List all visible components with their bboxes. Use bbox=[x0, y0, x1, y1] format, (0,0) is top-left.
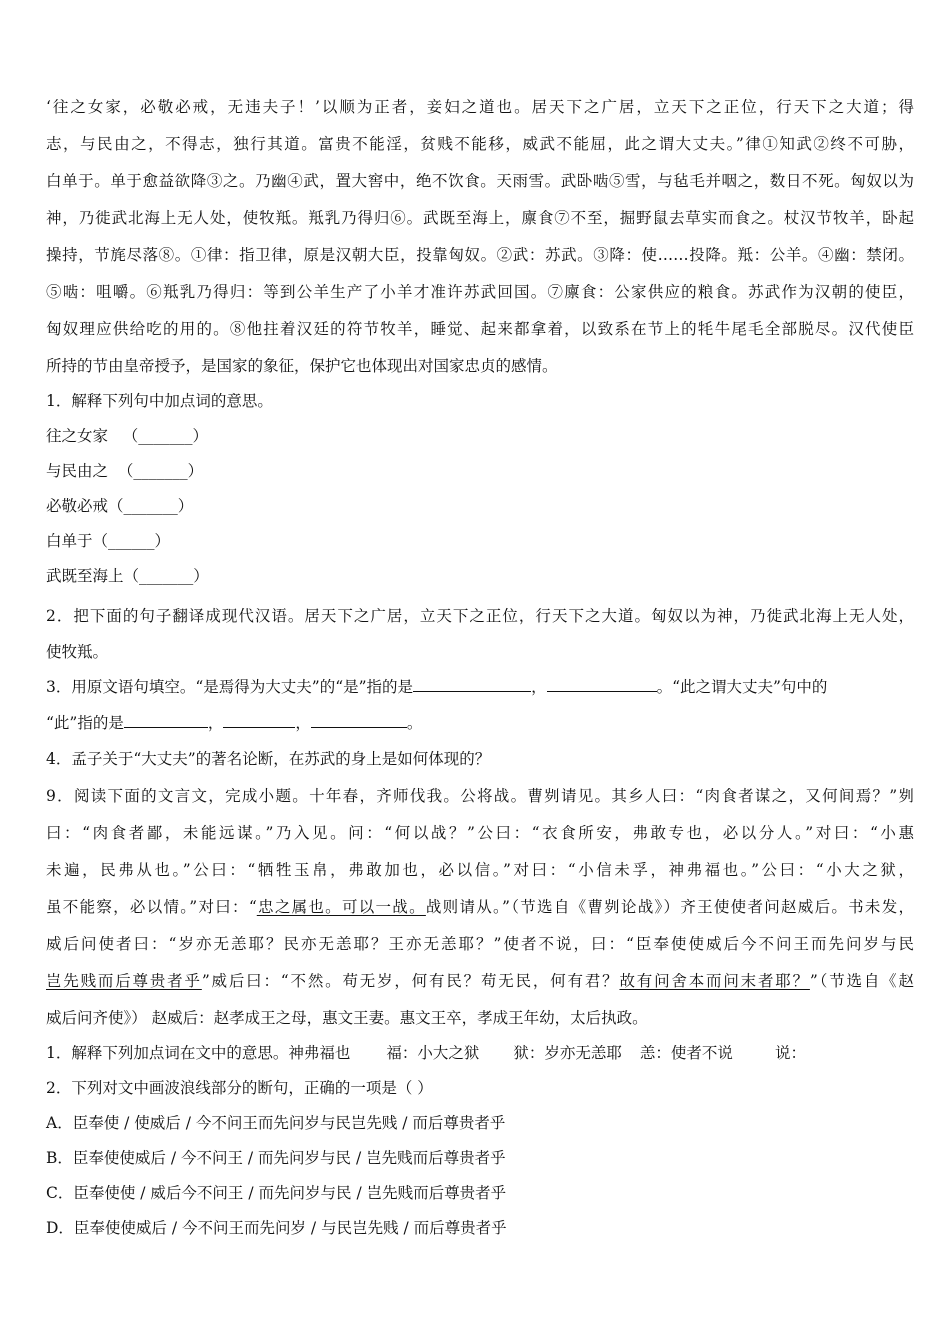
q1-item bbox=[46, 425, 208, 447]
q4-line: 4．孟子关于“大丈夫”的著名论断，在苏武的身上是如何体现的？ bbox=[46, 750, 491, 768]
passage1-line-4: 神，乃徙武北海上无人处，使牧羝。羝乳乃得归⑥。武既至海上，廪食⑦不至，掘野鼠去草实而食之。杖汉节牧羊，卧起 bbox=[46, 209, 914, 227]
q3-sep: ， bbox=[531, 678, 547, 696]
q1-item-text: 白单于 bbox=[46, 532, 93, 550]
q1-title: 1．解释下列句中加点词的意思。 bbox=[46, 392, 273, 410]
q3-sep: ， bbox=[207, 714, 224, 732]
wavy-underline-1: 忠之属也。可以一战。 bbox=[256, 898, 426, 916]
q2-line-1: 2．把下面的句子翻译成现代汉语。居天下之广居，立天下之正位，行天下之大道。匈奴以为神，乃徙武北海上无人处， bbox=[46, 607, 914, 625]
q3-blank-4[interactable] bbox=[223, 712, 295, 728]
q3-prompt-2: 。“此之谓大丈夫”句中的 bbox=[656, 678, 828, 696]
passage2-line-1: 9．阅读下面的文言文，完成小题。十年春，齐师伐我。公将战。曹刿请见。其乡人曰：“肉食者谋之，又何间焉？”刿 bbox=[46, 787, 914, 805]
passage2-text: ”威后曰：“不然。苟无岁，何有民？苟无民，何有君？ bbox=[201, 972, 620, 990]
q3-sep: ， bbox=[295, 714, 311, 732]
q1-item-text: 武既至海上 bbox=[46, 567, 124, 585]
passage1-line-8: 所持的节由皇帝授予，是国家的象征，保护它也体现出对国家忠贞的感情。 bbox=[46, 357, 558, 375]
option-a[interactable]: A．臣奉使 / 使威后 / 今不问王而先问岁与民岂先贱 / 而后尊贵者乎 bbox=[46, 1114, 506, 1132]
q1-item-blank: （_______） bbox=[108, 497, 194, 515]
passage2-line-7: 威后问齐使》） 赵威后：赵孝成王之母，惠文王妻。惠文王卒，孝成王年幼，太后执政。 bbox=[46, 1009, 648, 1027]
passage2-line-5: 威后问使者曰：“岁亦无恙耶？民亦无恙耶？王亦无恙耶？”使者不说，曰：“臣奉使使威后今不问王而先问岁与民 bbox=[46, 935, 914, 953]
passage1-line-3: 白单于。单于愈益欲降③之。乃幽④武，置大窖中，绝不饮食。天雨雪。武卧啮⑤雪，与毡毛并咽之，数日不死。匈奴以为 bbox=[46, 172, 914, 190]
q3-blank-1[interactable] bbox=[413, 676, 531, 692]
q1-item-blank: （_______） bbox=[122, 427, 209, 445]
q9-1-item: 神弗福也 bbox=[288, 1044, 351, 1062]
option-b[interactable]: B．臣奉使使威后 / 今不问王 / 而先问岁与民 / 岂先贱而后尊贵者乎 bbox=[46, 1149, 506, 1167]
passage1-line-7: 匈奴理应供给吃的用的。⑧他拄着汉廷的符节牧羊，睡觉、起来都拿着，以致系在节上的牦牛尾毛全部脱尽。汉代使臣 bbox=[46, 320, 914, 338]
passage2-line-3: 未遍，民弗从也。”公曰：“牺牲玉帛，弗敢加也，必以信。”对曰：“小信未孚，神弗福也。”公曰：“小大之狱， bbox=[46, 861, 914, 879]
q9-2-title: 2．下列对文中画波浪线部分的断句，正确的一项是（ ） bbox=[46, 1079, 433, 1097]
passage1-line-2: 志，与民由之，不得志，独行其道。富贵不能淫，贫贱不能移，威武不能屈，此之谓大丈夫。”律①知武②终不可胁， bbox=[46, 135, 914, 153]
q3-prompt-3: “此”指的是 bbox=[46, 714, 124, 732]
q3-blank-3[interactable] bbox=[124, 712, 208, 728]
passage2-text: 虽不能察，必以情。”对曰：“ bbox=[46, 898, 257, 916]
q1-item bbox=[46, 495, 193, 517]
q9-1-item: 狱：岁亦无恙耶 bbox=[513, 1044, 622, 1062]
q1-item-text: 往之女家 bbox=[46, 427, 109, 445]
q1-item-blank: （_______） bbox=[117, 462, 204, 480]
q1-item-text: 必敬必戒 bbox=[46, 497, 109, 515]
q9-1-item: 说： bbox=[774, 1044, 806, 1062]
q1-item bbox=[46, 460, 203, 482]
passage2-text: 战则请从。”（节选自《曹刿论战》）齐王使使者问赵威后。书未发， bbox=[425, 898, 914, 916]
q3-blank-5[interactable] bbox=[311, 712, 407, 728]
q1-item bbox=[46, 530, 170, 552]
q2-line-2: 使牧羝。 bbox=[46, 643, 109, 661]
passage2-line-6 bbox=[46, 970, 914, 992]
wavy-underline-2: 岂先贱而后尊贵者乎 bbox=[46, 972, 202, 990]
passage1-line-5: 操持，节旄尽落⑧。①律：指卫律，原是汉朝大臣，投靠匈奴。②武：苏武。③降：使……投降。羝：公羊。④幽：禁闭。 bbox=[46, 246, 914, 264]
passage2-line-2: 曰：“肉食者鄙，未能远谋。”乃入见。问：“何以战？”公曰：“衣食所安，弗敢专也，必以分人。”对曰：“小惠 bbox=[46, 824, 914, 842]
passage2-text: ”（节选自《赵 bbox=[809, 972, 914, 990]
option-c[interactable]: C．臣奉使使 / 威后今不问王 / 而先问岁与民 / 岂先贱而后尊贵者乎 bbox=[46, 1184, 507, 1202]
q1-item-blank: （_______） bbox=[123, 567, 209, 585]
q9-1-item: 恙：使者不说 bbox=[639, 1044, 733, 1062]
option-d[interactable]: D．臣奉使使威后 / 今不问王而先问岁 / 与民岂先贱 / 而后尊贵者乎 bbox=[46, 1219, 507, 1237]
q9-1-title: 1．解释下列加点词在文中的意思。 bbox=[46, 1044, 289, 1062]
q3-line-1 bbox=[46, 676, 827, 698]
q3-prompt: 3．用原文语句填空。“是焉得为大丈夫”的“是”指的是 bbox=[46, 678, 414, 696]
q1-item bbox=[46, 565, 209, 587]
passage1-line-6: ⑤啮：咀嚼。⑥羝乳乃得归：等到公羊生产了小羊才准许苏武回国。⑦廪食：公家供应的粮食。苏武作为汉朝的使臣， bbox=[46, 283, 914, 301]
q3-line-2 bbox=[46, 712, 422, 734]
q9-1-item: 福：小大之狱 bbox=[386, 1044, 480, 1062]
q1-item-text: 与民由之 bbox=[46, 462, 109, 480]
passage2-line-4 bbox=[46, 896, 914, 918]
q3-blank-2[interactable] bbox=[547, 676, 657, 692]
q3-end: 。 bbox=[406, 714, 423, 732]
passage1-line-1: ‘往之女家，必敬必戒，无违夫子！’以顺为正者，妾妇之道也。居天下之广居，立天下之正位，行天下之大道；得 bbox=[46, 98, 914, 116]
q9-1-line bbox=[46, 1042, 806, 1064]
underline-3: 故有问舍本而问末者耶？ bbox=[619, 972, 810, 990]
q1-item-blank: （______） bbox=[92, 532, 171, 550]
